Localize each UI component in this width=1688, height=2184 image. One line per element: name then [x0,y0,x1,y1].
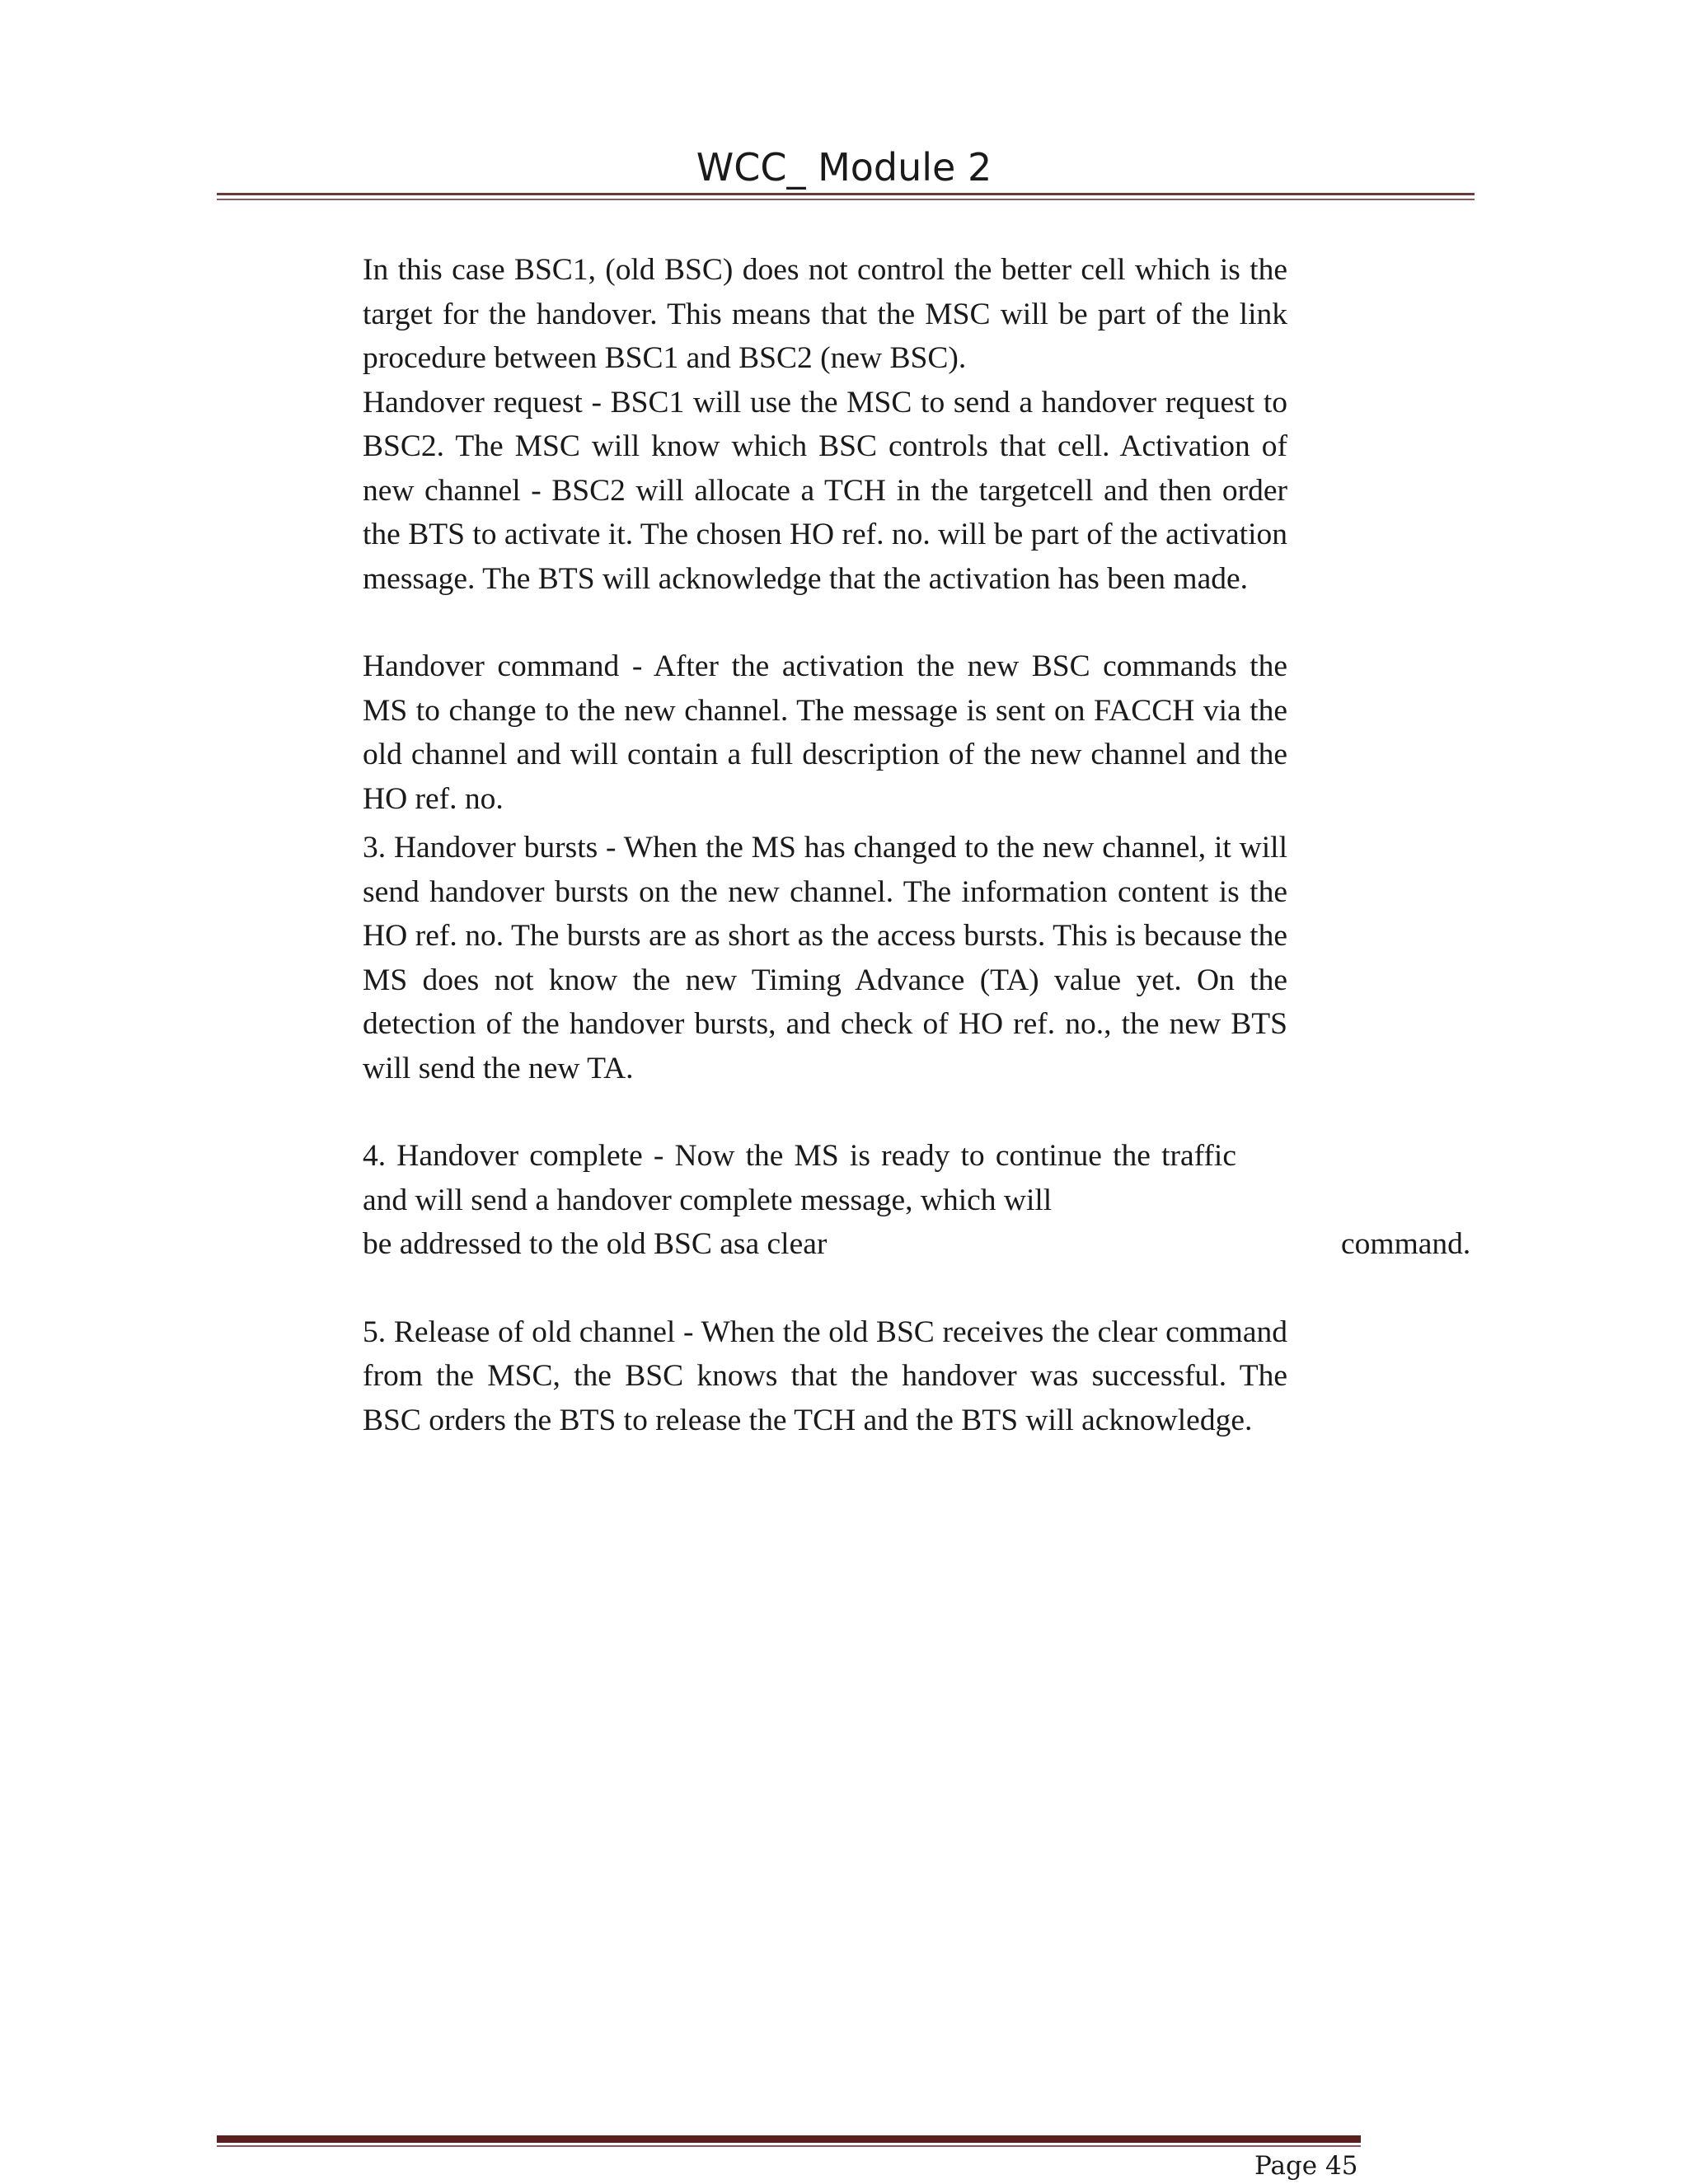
paragraph-handover-complete: 4. Handover complete - Now the MS is ready to continue the traffic and will send a handover complete message, which will [363,1139,1236,1217]
last-line-right-text: command. [1341,1227,1471,1261]
paragraph-bsc-intro: In this case BSC1, (old BSC) does not control the better cell which is the target for the handover. This means that the MSC will be part of the link procedure between BSC1 and BSC2 (new BSC). [363,253,1287,375]
paragraph-handover-bursts: 3. Handover bursts - When the MS has changed to the new channel, it will send handover bursts on the new channel. The information content is the HO ref. no. The bursts are as short as the access bursts. This is because the MS does not know the new Timing Advance (TA) value yet. On the detection of the handover bursts, and check of HO ref. no., the new BTS will send the new TA. [363,831,1287,1085]
paragraph-spacer [363,1267,1287,1310]
header-rule [217,193,1475,195]
paragraph-spacer [363,601,1287,644]
paragraph-release-channel: 5. Release of old channel - When the old BSC receives the clear command from the MSC, the BSC knows that the handover was successful. The BSC orders the BTS to release the TCH and the BTS will acknowledge. [363,1315,1287,1437]
footer-rule-thin [217,2145,1361,2147]
paragraph-handover-request: Handover request - BSC1 will use the MSC to send a handover request to BSC2. The MSC will know which BSC controls that cell. Activation of new channel - BSC2 will allocate a TCH in the targetcell and then order the BTS to activate it. The chosen HO ref. no. will be part of the activation message. The BTS will acknowledge that the activation has been made. [363,385,1287,596]
page-number: Page 45 [1254,2151,1358,2181]
header-rule-secondary [217,199,1475,200]
paragraph-handover-complete-last-line [363,1222,1471,1267]
paragraph-spacer [363,1090,1287,1134]
page-header-title: WCC_ Module 2 [696,145,992,190]
last-line-left-text: be addressed to the old BSC asa clear [363,1227,828,1261]
document-body [363,248,1471,1442]
footer-rule [217,2135,1361,2143]
paragraph-handover-command: Handover command - After the activation the new BSC commands the MS to change to the new channel. The message is sent on FACCH via the old channel and will contain a full description of the new channel and the HO ref. no. [363,649,1287,816]
